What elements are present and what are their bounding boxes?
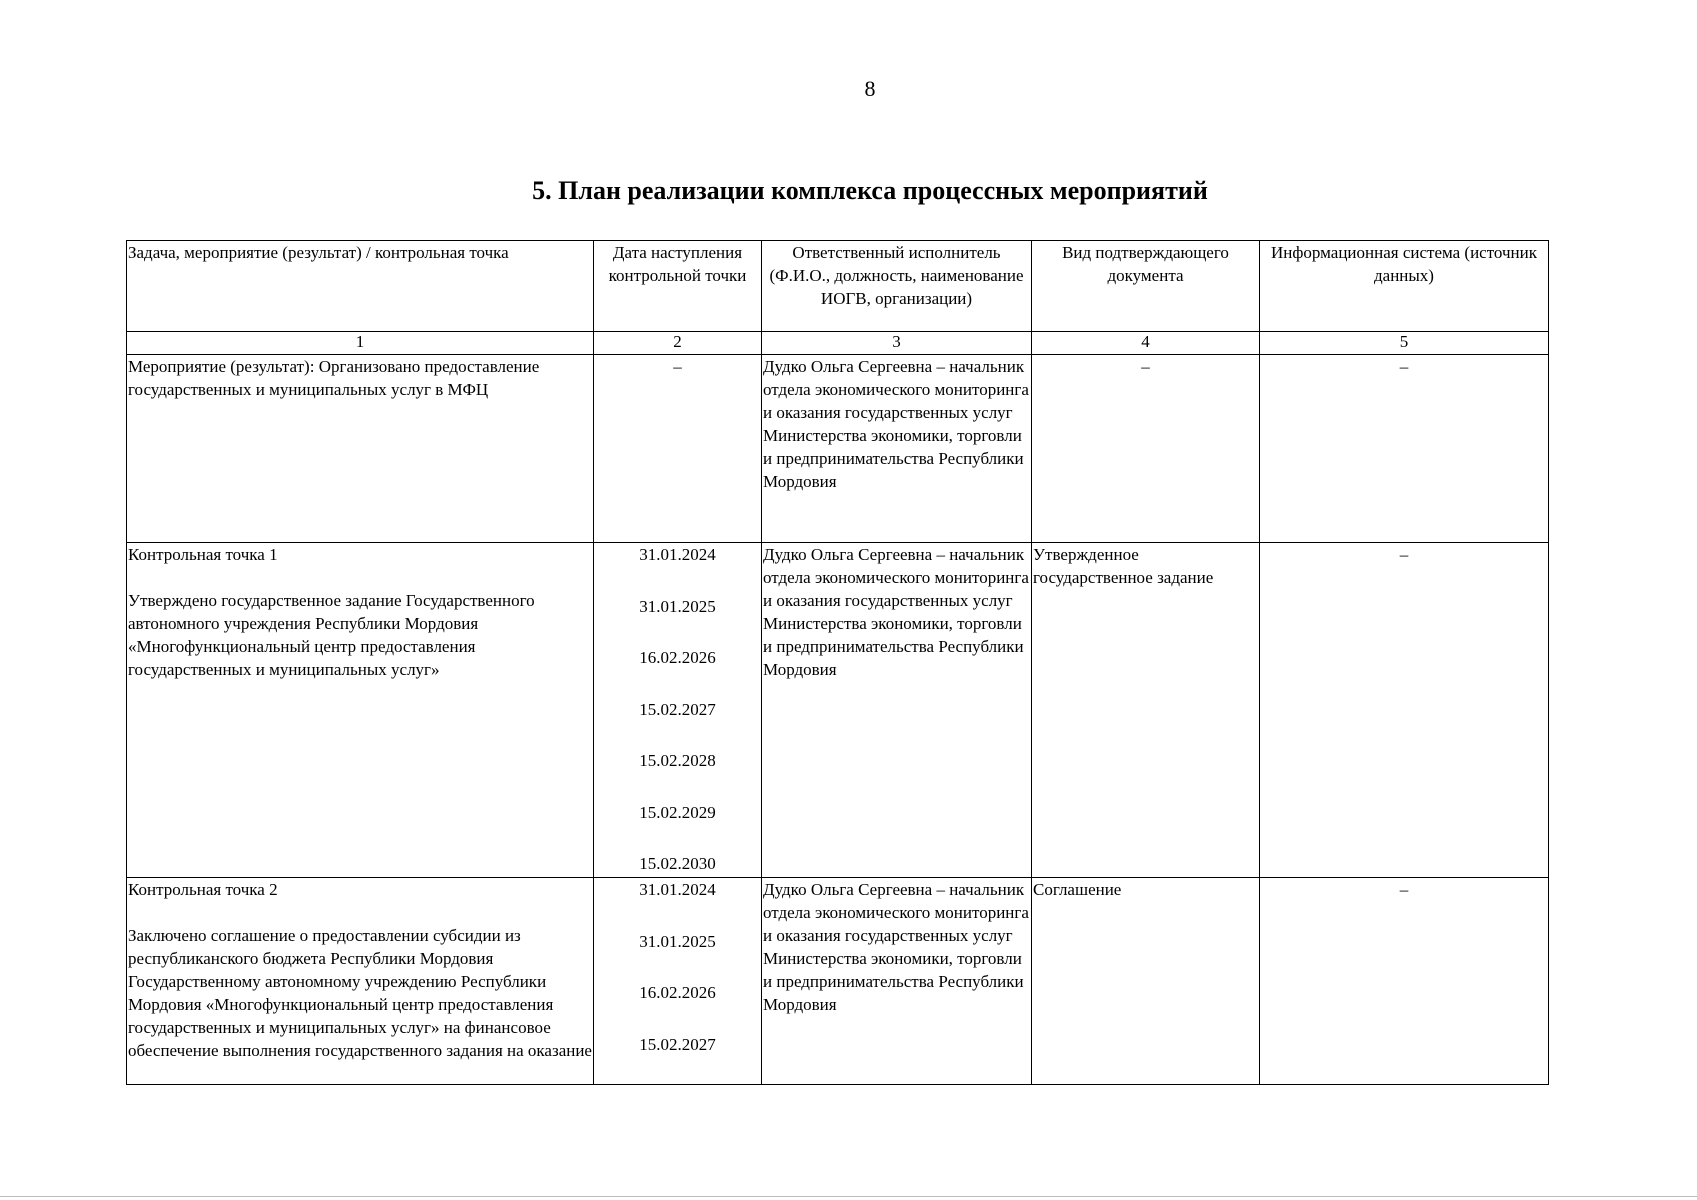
control-date: 31.01.2024 xyxy=(639,545,716,564)
scan-edge-line xyxy=(0,1196,1697,1197)
column-number-row xyxy=(127,332,1549,355)
responsible-cell: Дудко Ольга Сергеевна – начальник отдела экономического мониторинга и оказания государственных услуг Министерства экономики, торговли и предпринимательства Республики Мордовия xyxy=(762,543,1032,878)
control-date: 15.02.2030 xyxy=(639,854,716,873)
control-date: 15.02.2028 xyxy=(639,751,716,770)
date-cell xyxy=(594,878,762,1085)
document-cell: Утвержденное государственное задание xyxy=(1032,543,1260,878)
table-header-row xyxy=(127,241,1549,332)
control-date: 16.02.2026 xyxy=(639,983,716,1002)
system-cell: – xyxy=(1260,355,1549,543)
document-cell: – xyxy=(1032,355,1260,543)
page-title: 5. План реализации комплекса процессных мероприятий xyxy=(532,176,1208,205)
control-date: 31.01.2025 xyxy=(639,596,716,616)
table-row xyxy=(127,355,1549,543)
table-row xyxy=(127,878,1549,1085)
responsible-cell: Дудко Ольга Сергеевна – начальник отдела экономического мониторинга и оказания государственных услуг Министерства экономики, торговли и предпринимательства Республики Мордовия xyxy=(762,878,1032,1085)
control-point-text: Утверждено государственное задание Государственного автономного учреждения Республики Мордовия «Многофункциональный центр предоставления государственных и муниципальных услуг» xyxy=(128,591,535,679)
column-number: 2 xyxy=(594,332,762,355)
column-number: 5 xyxy=(1260,332,1549,355)
task-cell xyxy=(127,543,594,878)
header-date: Дата наступления контрольной точки xyxy=(594,241,762,332)
control-date: 15.02.2029 xyxy=(639,802,716,822)
header-document: Вид подтверждающего документа xyxy=(1032,241,1260,332)
control-date: 15.02.2027 xyxy=(639,699,716,719)
plan-table xyxy=(126,240,1549,1085)
column-number: 4 xyxy=(1032,332,1260,355)
responsible-cell: Дудко Ольга Сергеевна – начальник отдела экономического мониторинга и оказания государственных услуг Министерства экономики, торговли и предпринимательства Республики Мордовия xyxy=(762,355,1032,543)
control-date: 31.01.2025 xyxy=(639,931,716,951)
system-cell: – xyxy=(1260,543,1549,878)
control-date: 15.02.2027 xyxy=(639,1034,716,1054)
header-responsible: Ответственный исполнитель (Ф.И.О., должность, наименование ИОГВ, организации) xyxy=(762,241,1032,332)
task-cell xyxy=(127,878,594,1085)
page-number: 8 xyxy=(864,76,876,101)
column-number: 1 xyxy=(127,332,594,355)
date-cell: – xyxy=(594,355,762,543)
task-cell: Мероприятие (результат): Организовано предоставление государственных и муниципальных услуг в МФЦ xyxy=(127,355,594,543)
control-date: 31.01.2024 xyxy=(639,880,716,899)
header-system: Информационная система (источник данных) xyxy=(1260,241,1549,332)
header-task: Задача, мероприятие (результат) / контрольная точка xyxy=(127,241,594,332)
document-cell: Соглашение xyxy=(1032,878,1260,1085)
table-row xyxy=(127,543,1549,878)
system-cell: – xyxy=(1260,878,1549,1085)
control-point-text: Заключено соглашение о предоставлении субсидии из республиканского бюджета Республики Мордовия Государственному автономному учреждению Республики Мордовия «Многофункциональный центр предоставления государственных и муниципальных услуг» на финансовое обеспечение выполнения государственного задания на оказание xyxy=(128,926,592,1060)
control-point-title: Контрольная точка 2 xyxy=(128,880,278,899)
control-point-title: Контрольная точка 1 xyxy=(128,545,278,564)
date-cell xyxy=(594,543,762,878)
control-date: 16.02.2026 xyxy=(639,648,716,667)
column-number: 3 xyxy=(762,332,1032,355)
